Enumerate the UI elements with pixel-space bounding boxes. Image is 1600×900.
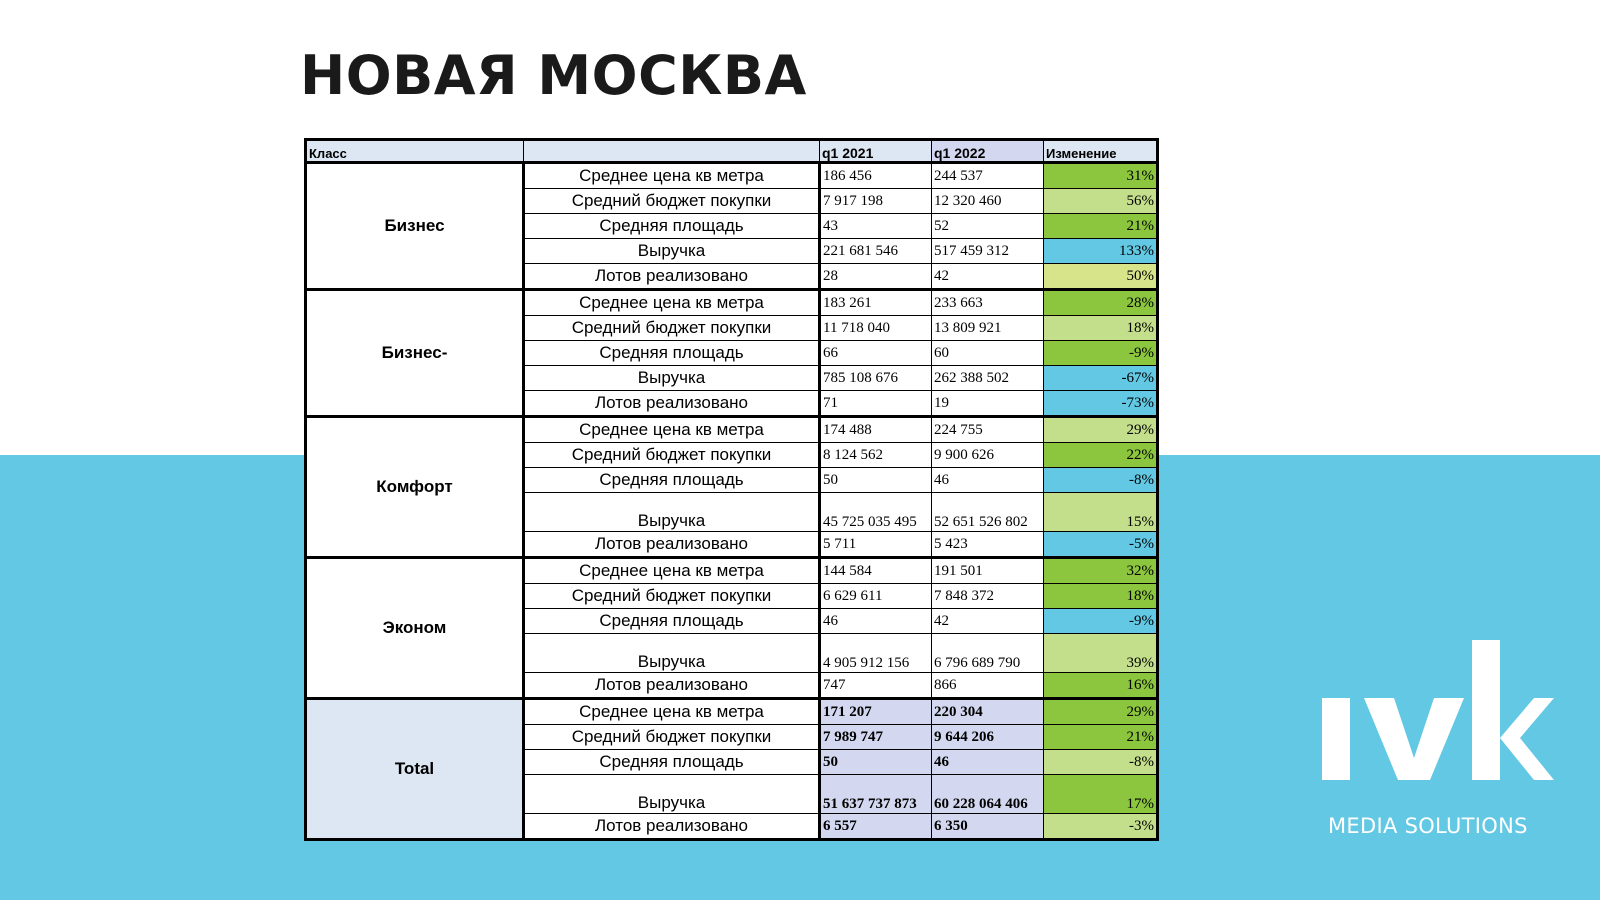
change-cell: -73% (1044, 391, 1158, 417)
q1-2022-cell: 60 (932, 341, 1044, 366)
metric-cell: Средний бюджет покупки (524, 443, 820, 468)
q1-2022-cell: 46 (932, 750, 1044, 775)
change-cell: 21% (1044, 725, 1158, 750)
q1-2022-cell: 7 848 372 (932, 584, 1044, 609)
metric-cell: Средняя площадь (524, 468, 820, 493)
table-row (306, 290, 1158, 316)
q1-2021-cell: 66 (820, 341, 932, 366)
q1-2022-cell: 12 320 460 (932, 189, 1044, 214)
q1-2021-cell: 71 (820, 391, 932, 417)
q1-2022-cell: 6 796 689 790 (932, 634, 1044, 673)
q1-2022-cell: 517 459 312 (932, 239, 1044, 264)
metric-cell: Среднее цена кв метра (524, 417, 820, 443)
change-cell: 39% (1044, 634, 1158, 673)
header-metric (524, 140, 820, 163)
metric-cell: Выручка (524, 634, 820, 673)
table-row (306, 558, 1158, 584)
q1-2021-cell: 144 584 (820, 558, 932, 584)
q1-2021-cell: 7 989 747 (820, 725, 932, 750)
q1-2022-cell: 6 350 (932, 814, 1044, 840)
table-body (306, 140, 1158, 840)
metric-cell: Средняя площадь (524, 609, 820, 634)
change-cell: 28% (1044, 290, 1158, 316)
metric-cell: Средний бюджет покупки (524, 725, 820, 750)
change-cell: 18% (1044, 584, 1158, 609)
change-cell: 56% (1044, 189, 1158, 214)
table-header-row (306, 140, 1158, 163)
class-cell: Total (306, 699, 524, 840)
metric-cell: Среднее цена кв метра (524, 163, 820, 189)
change-cell: 18% (1044, 316, 1158, 341)
change-cell: -5% (1044, 532, 1158, 558)
q1-2022-cell: 52 651 526 802 (932, 493, 1044, 532)
q1-2021-cell: 6 629 611 (820, 584, 932, 609)
q1-2022-cell: 220 304 (932, 699, 1044, 725)
ivk-logo-icon (1322, 640, 1554, 840)
class-cell: Комфорт (306, 417, 524, 558)
q1-2022-cell: 224 755 (932, 417, 1044, 443)
table-row (306, 163, 1158, 189)
q1-2021-cell: 186 456 (820, 163, 932, 189)
metric-cell: Средний бюджет покупки (524, 584, 820, 609)
q1-2022-cell: 9 900 626 (932, 443, 1044, 468)
q1-2021-cell: 45 725 035 495 (820, 493, 932, 532)
q1-2022-cell: 866 (932, 673, 1044, 699)
q1-2021-cell: 747 (820, 673, 932, 699)
metric-cell: Лотов реализовано (524, 532, 820, 558)
q1-2021-cell: 183 261 (820, 290, 932, 316)
q1-2021-cell: 6 557 (820, 814, 932, 840)
header-q1-2021: q1 2021 (820, 140, 932, 163)
header-class: Класс (306, 140, 524, 163)
metric-cell: Выручка (524, 493, 820, 532)
metric-cell: Лотов реализовано (524, 264, 820, 290)
change-cell: 21% (1044, 214, 1158, 239)
metric-cell: Средний бюджет покупки (524, 316, 820, 341)
change-cell: 32% (1044, 558, 1158, 584)
q1-2021-cell: 43 (820, 214, 932, 239)
q1-2021-cell: 5 711 (820, 532, 932, 558)
q1-2022-cell: 52 (932, 214, 1044, 239)
q1-2022-cell: 42 (932, 609, 1044, 634)
q1-2021-cell: 7 917 198 (820, 189, 932, 214)
q1-2022-cell: 19 (932, 391, 1044, 417)
metric-cell: Средняя площадь (524, 214, 820, 239)
q1-2021-cell: 8 124 562 (820, 443, 932, 468)
q1-2021-cell: 785 108 676 (820, 366, 932, 391)
q1-2021-cell: 28 (820, 264, 932, 290)
q1-2022-cell: 5 423 (932, 532, 1044, 558)
table-row (306, 417, 1158, 443)
q1-2021-cell: 221 681 546 (820, 239, 932, 264)
change-cell: -8% (1044, 750, 1158, 775)
page-title: НОВАЯ МОСКВА (300, 44, 807, 107)
class-cell: Эконом (306, 558, 524, 699)
change-cell: 17% (1044, 775, 1158, 814)
q1-2021-cell: 11 718 040 (820, 316, 932, 341)
metric-cell: Выручка (524, 775, 820, 814)
table-row (306, 699, 1158, 725)
change-cell: -9% (1044, 609, 1158, 634)
metric-cell: Выручка (524, 239, 820, 264)
q1-2021-cell: 4 905 912 156 (820, 634, 932, 673)
metric-cell: Лотов реализовано (524, 391, 820, 417)
q1-2022-cell: 262 388 502 (932, 366, 1044, 391)
change-cell: 16% (1044, 673, 1158, 699)
change-cell: 50% (1044, 264, 1158, 290)
class-cell: Бизнес (306, 163, 524, 290)
q1-2022-cell: 42 (932, 264, 1044, 290)
change-cell: 29% (1044, 417, 1158, 443)
q1-2022-cell: 60 228 064 406 (932, 775, 1044, 814)
change-cell: 22% (1044, 443, 1158, 468)
q1-2022-cell: 13 809 921 (932, 316, 1044, 341)
change-cell: -67% (1044, 366, 1158, 391)
q1-2021-cell: 50 (820, 750, 932, 775)
q1-2022-cell: 9 644 206 (932, 725, 1044, 750)
metric-cell: Лотов реализовано (524, 814, 820, 840)
logo-subtitle: MEDIA SOLUTIONS (1328, 814, 1528, 838)
q1-2022-cell: 233 663 (932, 290, 1044, 316)
q1-2021-cell: 46 (820, 609, 932, 634)
change-cell: -3% (1044, 814, 1158, 840)
q1-2022-cell: 244 537 (932, 163, 1044, 189)
metric-cell: Среднее цена кв метра (524, 558, 820, 584)
metric-cell: Среднее цена кв метра (524, 290, 820, 316)
metric-cell: Средняя площадь (524, 341, 820, 366)
change-cell: 133% (1044, 239, 1158, 264)
change-cell: -8% (1044, 468, 1158, 493)
change-cell: 31% (1044, 163, 1158, 189)
class-cell: Бизнес- (306, 290, 524, 417)
header-change: Изменение (1044, 140, 1158, 163)
q1-2021-cell: 171 207 (820, 699, 932, 725)
metric-cell: Лотов реализовано (524, 673, 820, 699)
q1-2021-cell: 51 637 737 873 (820, 775, 932, 814)
change-cell: -9% (1044, 341, 1158, 366)
change-cell: 29% (1044, 699, 1158, 725)
metric-cell: Среднее цена кв метра (524, 699, 820, 725)
data-table (304, 138, 1159, 841)
change-cell: 15% (1044, 493, 1158, 532)
q1-2021-cell: 174 488 (820, 417, 932, 443)
header-q1-2022: q1 2022 (932, 140, 1044, 163)
q1-2022-cell: 191 501 (932, 558, 1044, 584)
metric-cell: Выручка (524, 366, 820, 391)
metric-cell: Средний бюджет покупки (524, 189, 820, 214)
metric-cell: Средняя площадь (524, 750, 820, 775)
q1-2022-cell: 46 (932, 468, 1044, 493)
q1-2021-cell: 50 (820, 468, 932, 493)
